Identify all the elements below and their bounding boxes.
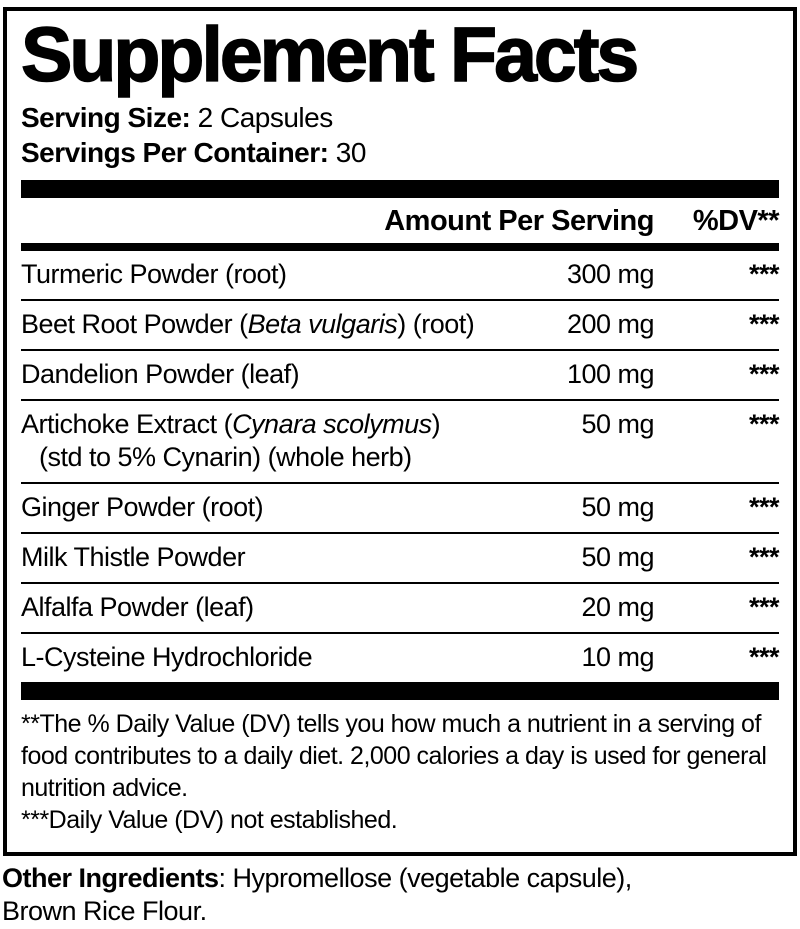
ingredient-row-ginger [21, 482, 779, 532]
ingredient-amount: 100 mg [566, 359, 654, 389]
ingredient-subline: (std to 5% Cynarin) (whole herb) [39, 442, 412, 472]
ingredient-amount: 50 mg [581, 492, 654, 522]
serving-size-line [21, 100, 779, 135]
ingredient-name: Turmeric Powder (root) [21, 259, 287, 289]
ingredient-amount: 300 mg [566, 259, 654, 289]
other-ingredients-label: Other Ingredients [2, 863, 219, 893]
ingredient-dv: *** [748, 259, 779, 289]
ingredient-name: Dandelion Powder (leaf) [21, 359, 300, 389]
ingredient-rows [21, 251, 779, 682]
ingredient-amount: 20 mg [581, 592, 654, 622]
ingredient-row-l-cysteine [21, 632, 779, 682]
ingredient-name: Alfalfa Powder (leaf) [21, 592, 254, 622]
serving-size-value: 2 Capsules [190, 102, 333, 133]
serving-size-label: Serving Size: [21, 102, 191, 133]
ingredient-amount: 50 mg [581, 409, 654, 439]
ingredient-name: Milk Thistle Powder [21, 542, 246, 572]
supplement-facts-panel [3, 7, 797, 856]
ingredient-name: Artichoke Extract (Cynara scolymus) (std to 5% Cynarin) (whole herb) [21, 408, 504, 474]
servings-per-container-label: Servings Per Container: [21, 137, 329, 168]
divider-thick-bottom [21, 682, 779, 700]
amount-per-serving-header: Amount Per Serving [384, 205, 654, 237]
column-header-row [21, 198, 779, 243]
ingredient-dv: *** [748, 642, 779, 672]
ingredient-amount: 50 mg [581, 542, 654, 572]
ingredient-dv: *** [748, 409, 779, 439]
other-ingredients-block [2, 862, 800, 928]
divider-thick-top [21, 180, 779, 198]
not-established-note: ***Daily Value (DV) not established. [21, 806, 398, 834]
ingredient-name: Ginger Powder (root) [21, 492, 264, 522]
ingredient-dv: *** [748, 309, 779, 339]
daily-value-note: **The % Daily Value (DV) tells you how much a nutrient in a serving of food contributes to a daily diet. 2,000 calories a day is used for general nutrition advice. [21, 710, 767, 802]
other-ingredients-line2: Brown Rice Flour. [2, 896, 207, 926]
ingredient-name: L-Cysteine Hydrochloride [21, 642, 313, 672]
ingredient-dv: *** [748, 542, 779, 572]
ingredient-dv: *** [748, 359, 779, 389]
ingredient-dv: *** [748, 592, 779, 622]
footnote-block [21, 700, 779, 842]
ingredient-row-beet-root [21, 299, 779, 349]
ingredient-row-dandelion [21, 349, 779, 399]
ingredient-amount: 10 mg [581, 642, 654, 672]
percent-dv-header: %DV** [692, 205, 779, 237]
servings-per-container-value: 30 [328, 137, 366, 168]
ingredient-row-artichoke [21, 399, 779, 482]
ingredient-row-alfalfa [21, 582, 779, 632]
ingredient-name: Beet Root Powder (Beta vulgaris) (root) [21, 309, 475, 339]
other-ingredients-text: : Hypromellose (vegetable capsule), [218, 863, 632, 893]
divider-medium-header [21, 243, 779, 251]
panel-title: Supplement Facts [21, 12, 637, 98]
ingredient-amount: 200 mg [566, 309, 654, 339]
ingredient-row-turmeric [21, 251, 779, 299]
ingredient-dv: *** [748, 492, 779, 522]
ingredient-row-milk-thistle [21, 532, 779, 582]
servings-per-container-line [21, 135, 779, 170]
